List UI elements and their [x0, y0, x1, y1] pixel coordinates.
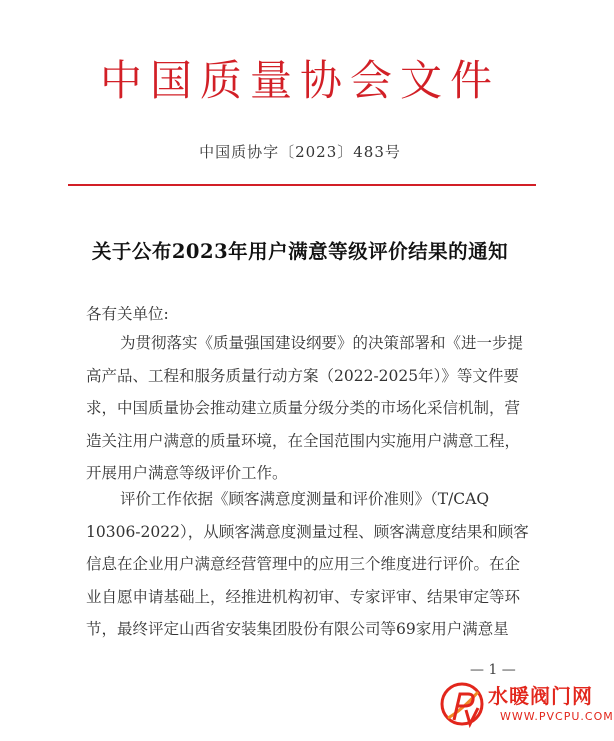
watermark-url: WWW.PVCPU.COM: [500, 710, 614, 723]
paragraph-2: [86, 483, 529, 646]
paragraph-line: 高产品、工程和服务质量行动方案（2022-2025年）》等文件要: [86, 366, 519, 385]
paragraph-line: 业自愿申请基础上，经推进机构初审、专家评审、结果审定等环: [86, 587, 521, 606]
document-number: 中国质协字〔2023〕483号: [199, 143, 401, 161]
notice-title: 关于公布2023年用户满意等级评价结果的通知: [91, 240, 509, 263]
paragraph-line: 造关注用户满意的质量环境，在全国范围内实施用户满意工程，: [86, 431, 521, 450]
salutation: 各有关单位:: [86, 305, 169, 323]
paragraph-line: 开展用户满意等级评价工作。: [86, 464, 288, 483]
paragraph-line: 节，最终评定山西省安装集团股份有限公司等69家用户满意星: [86, 620, 509, 639]
page-number: — 1 —: [470, 662, 516, 678]
pv-logo-icon: [438, 680, 486, 732]
paragraph-line: 10306-2022），从顾客满意度测量过程、顾客满意度结果和顾客: [86, 522, 529, 541]
paragraph-line: 信息在企业用户满意经营管理中的应用三个维度进行评价。在企: [86, 555, 521, 574]
site-watermark: [438, 680, 614, 736]
red-divider-line: [68, 184, 536, 186]
paragraph-1: [86, 327, 526, 490]
paragraph-line: 求，中国质量协会推动建立质量分级分类的市场化采信机制，营: [86, 399, 521, 418]
paragraph-line: 评价工作依据《顾客满意度测量和评价准则》（T/CAQ: [120, 490, 490, 508]
watermark-site-name: 水暖阀门网: [488, 684, 593, 708]
paragraph-line: 为贯彻落实《质量强国建设纲要》的决策部署和《进一步提: [120, 334, 524, 352]
masthead-title: 中国质量协会文件: [99, 56, 500, 105]
